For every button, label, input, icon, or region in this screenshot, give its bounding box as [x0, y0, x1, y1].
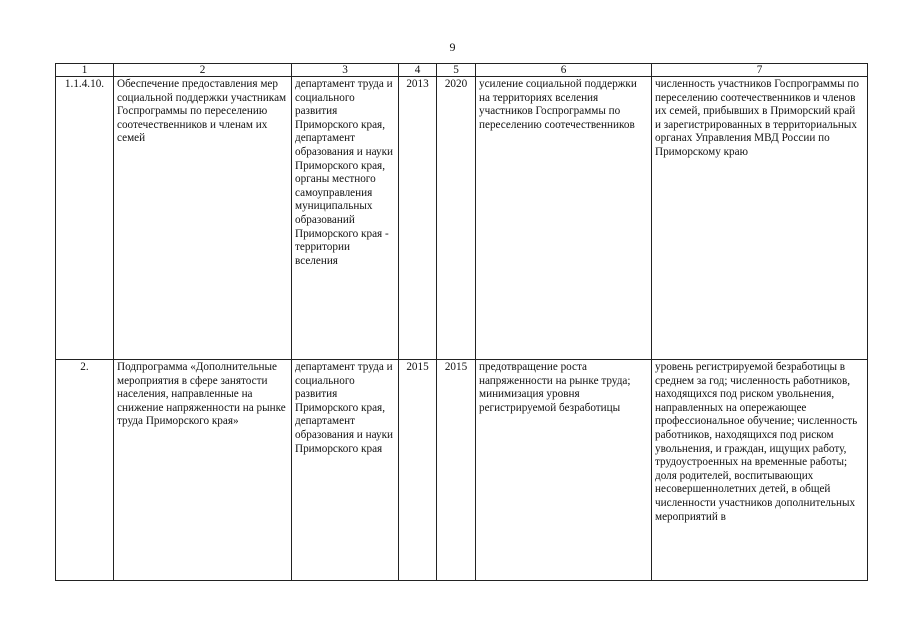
- measure-name-cell: Подпрограмма «Дополнительные мероприятия в сфере занятости населения, направленные на снижение напряженности на рынке труда Приморского края»: [114, 360, 292, 581]
- column-header: 1: [56, 64, 114, 77]
- column-header: 4: [399, 64, 437, 77]
- page-number: 9: [449, 40, 456, 54]
- column-header: 7: [652, 64, 868, 77]
- row-number-cell: 2.: [56, 360, 114, 581]
- program-table: [55, 63, 868, 581]
- expected-result-cell: усиление социальной поддержки на территориях вселения участников Госпрограммы по переселению соотечественников: [476, 77, 652, 360]
- column-header: 5: [437, 64, 476, 77]
- column-header: 3: [292, 64, 399, 77]
- expected-result-cell: предотвращение роста напряженности на рынке труда; минимизация уровня регистрируемой безработицы: [476, 360, 652, 581]
- indicator-cell: уровень регистрируемой безработицы в среднем за год; численность работников, находящихся под риском увольнения, направленных на опережающее профессиональное обучение; численность работников, находящихся под риском увольнения, и граждан, ищущих работу, трудоустроенных на временные работы; доля родителей, воспитывающих несовершеннолетних детей, в общей численности участников дополнительных мероприятий в: [652, 360, 868, 581]
- column-header: 6: [476, 64, 652, 77]
- table-header-row: [56, 64, 868, 77]
- executor-cell: департамент труда и социального развития Приморского края, департамент образования и науки Приморского края: [292, 360, 399, 581]
- measure-name-cell: Обеспечение предоставления мер социальной поддержки участникам Госпрограммы по переселению соотечественников и членам их семей: [114, 77, 292, 360]
- column-header: 2: [114, 64, 292, 77]
- table-row: [56, 77, 868, 360]
- end-year-cell: 2020: [437, 77, 476, 360]
- start-year-cell: 2013: [399, 77, 437, 360]
- table-row: [56, 360, 868, 581]
- end-year-cell: 2015: [437, 360, 476, 581]
- indicator-cell: численность участников Госпрограммы по переселению соотечественников и членов их семей, прибывших в Приморский край и зарегистрированных в территориальных органах Управления МВД России по Приморскому краю: [652, 77, 868, 360]
- executor-cell: департамент труда и социального развития Приморского края, департамент образования и науки Приморского края, органы местного самоуправления муниципальных образований Приморского края - территории вселения: [292, 77, 399, 360]
- row-number-cell: 1.1.4.10.: [56, 77, 114, 360]
- start-year-cell: 2015: [399, 360, 437, 581]
